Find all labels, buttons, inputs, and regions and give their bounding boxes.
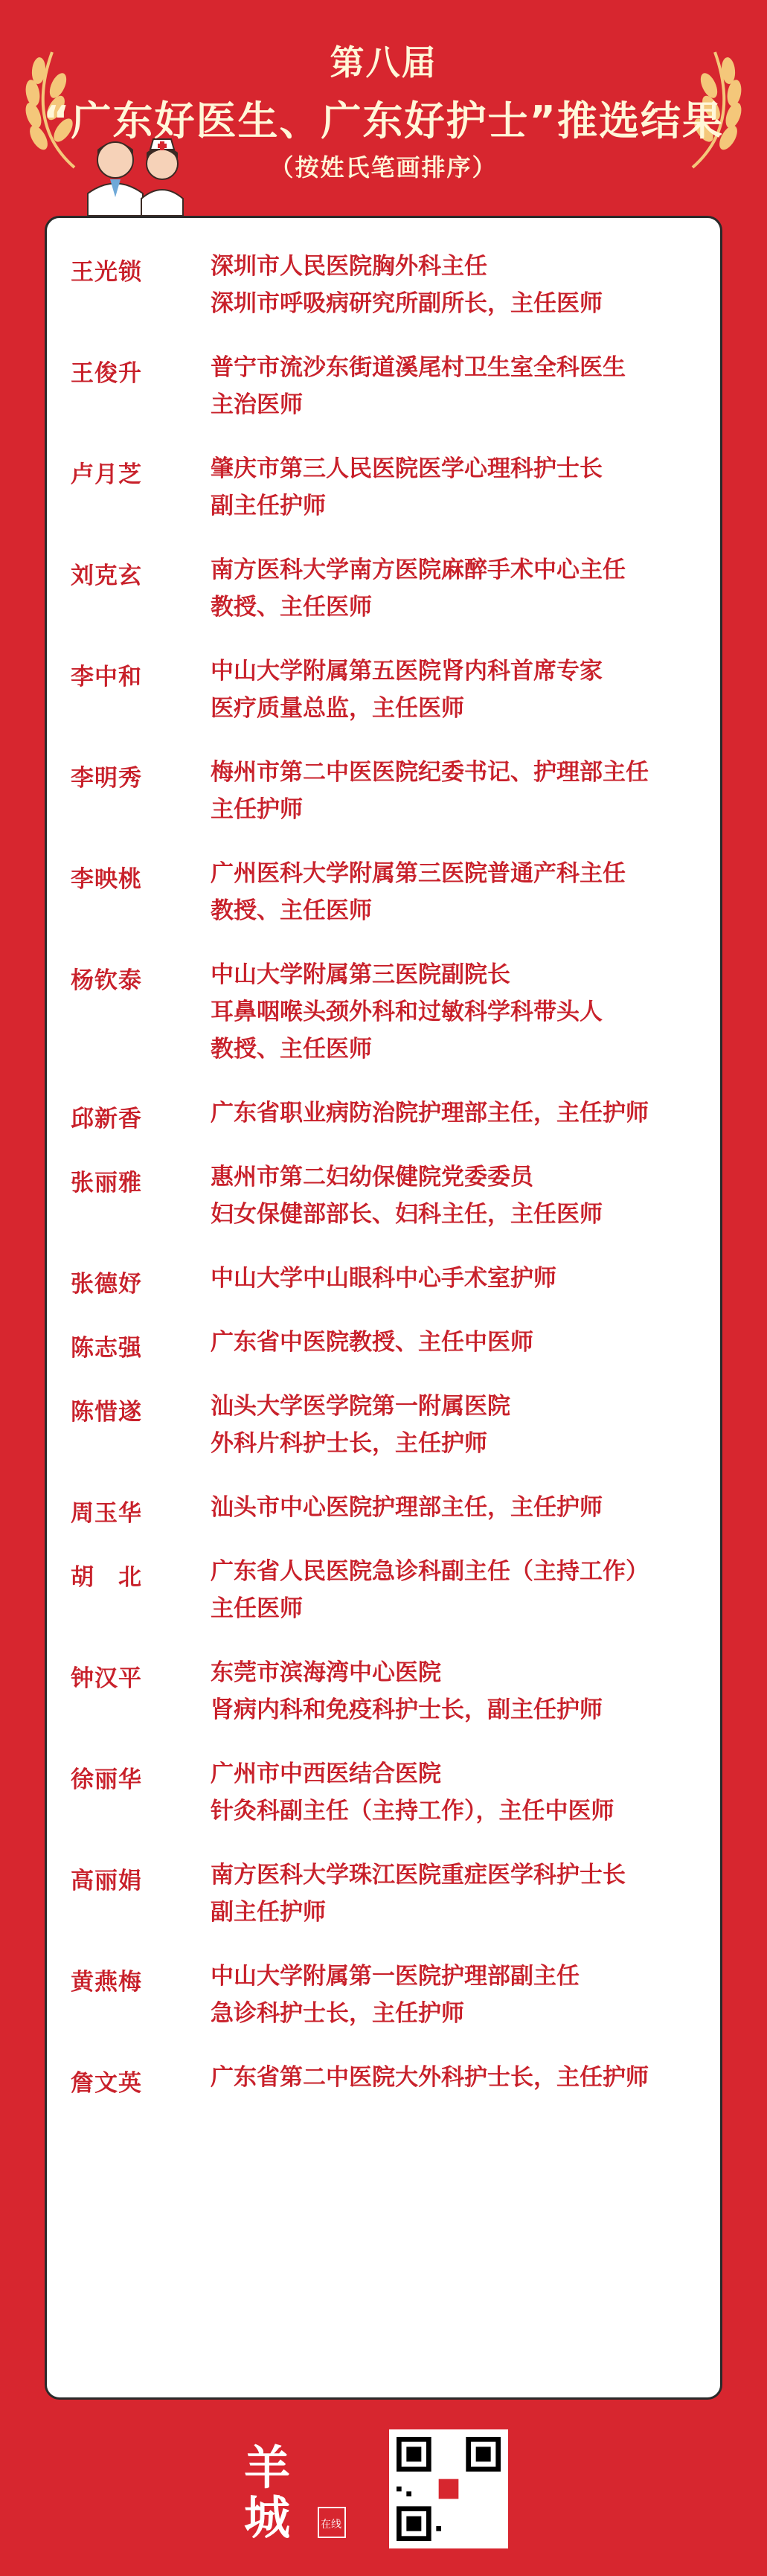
person-name: 王俊升 [71, 360, 142, 387]
title-line: 普宁市流沙东街道溪尾村卫生室全科医生 [211, 354, 626, 381]
title-line: 外科片科护士长，主任护师 [211, 1430, 487, 1457]
title-line: 副主任护师 [211, 493, 326, 519]
title-line: 广州市中西医结合医院 [211, 1760, 441, 1787]
person-name: 陈惜遂 [71, 1399, 142, 1426]
title-line: 耳鼻咽喉头颈外科和过敏科学科带头人 [211, 999, 603, 1025]
person-name: 王光锁 [71, 259, 142, 286]
person-titles [211, 1324, 716, 1361]
person-titles [211, 855, 716, 929]
svg-text:羊: 羊 [244, 2441, 291, 2495]
person-name: 刘克玄 [71, 563, 142, 589]
person-titles [211, 1260, 716, 1297]
person-name: 张德妤 [71, 1271, 142, 1298]
person-name: 陈志强 [71, 1335, 142, 1362]
title-line: 肾病内科和免疫科护士长，副主任护师 [211, 1696, 603, 1723]
title-line: 惠州市第二妇幼保健院党委委员 [211, 1164, 533, 1191]
title-line: 广东省第二中医院大外科护士长，主任护师 [211, 2064, 649, 2091]
person-name: 徐丽华 [71, 1766, 142, 1793]
person-titles [211, 551, 716, 626]
person-name: 邱新香 [71, 1106, 142, 1132]
page-title: “广东好医生、广东好护士”推选结果 [43, 97, 724, 144]
person-name: 高丽娟 [71, 1868, 142, 1894]
title-line: 广州医科大学附属第三医院普通产科主任 [211, 860, 626, 887]
title-line: 副主任护师 [211, 1899, 326, 1926]
person-titles [211, 1856, 716, 1931]
page-footer [0, 2400, 767, 2576]
person-titles [211, 1654, 716, 1728]
logo-sub-text: 在线 [321, 2519, 341, 2531]
title-line: 汕头大学医学院第一附属医院 [211, 1393, 510, 1420]
person-titles [211, 1095, 716, 1132]
person-titles [211, 2059, 716, 2096]
person-titles [211, 1388, 716, 1462]
title-line: 主任医师 [211, 1595, 303, 1622]
title-line: 东莞市滨海湾中心医院 [211, 1659, 441, 1686]
qr-code-icon [397, 2437, 501, 2541]
title-line: 教授、主任医师 [211, 594, 372, 621]
person-name: 周玉华 [71, 1500, 142, 1527]
person-name: 黄燕梅 [71, 1969, 142, 1996]
person-name: 钟汉平 [71, 1665, 142, 1692]
person-titles [211, 754, 716, 828]
title-line: 深圳市呼吸病研究所副所长，主任医师 [211, 290, 603, 317]
person-titles [211, 1159, 716, 1233]
person-titles [211, 1958, 716, 2032]
person-titles [211, 349, 716, 423]
title-line: 汕头市中心医院护理部主任，主任护师 [211, 1494, 603, 1521]
title-line: 深圳市人民医院胸外科主任 [211, 253, 487, 280]
title-line: 中山大学附属第一医院护理部副主任 [211, 1963, 580, 1990]
title-line: 南方医科大学珠江医院重症医学科护士长 [211, 1862, 626, 1888]
title-line: 广东省职业病防治院护理部主任，主任护师 [211, 1100, 649, 1127]
person-name: 李映桃 [71, 866, 142, 893]
title-line: 主任护师 [211, 796, 303, 823]
title-line: 中山大学附属第五医院肾内科首席专家 [211, 658, 603, 685]
person-titles [211, 956, 716, 1068]
title-line: 广东省人民医院急诊科副主任（主持工作） [211, 1558, 649, 1585]
title-line: 教授、主任医师 [211, 897, 372, 924]
title-line: 南方医科大学南方医院麻醉手术中心主任 [211, 557, 626, 583]
person-titles [211, 450, 716, 525]
person-name: 卢月芝 [71, 461, 142, 488]
qr-code [389, 2429, 508, 2548]
person-name: 詹文英 [71, 2070, 142, 2097]
person-name: 胡 北 [71, 1564, 142, 1591]
title-line: 针灸科副主任（主持工作），主任中医师 [211, 1798, 614, 1824]
title-line: 急诊科护士长，主任护师 [211, 2000, 464, 2027]
title-line: 主治医师 [211, 391, 303, 418]
person-titles [211, 1755, 716, 1830]
person-name: 李中和 [71, 664, 142, 691]
page-title-line1: 第八届 [330, 42, 437, 83]
svg-text:城: 城 [244, 2490, 291, 2545]
page-header [0, 0, 767, 216]
person-titles [211, 1553, 716, 1627]
title-line: 中山大学中山眼科中心手术室护师 [211, 1265, 556, 1292]
person-name: 张丽雅 [71, 1170, 142, 1196]
title-line: 教授、主任医师 [211, 1036, 372, 1063]
title-line: 妇女保健部部长、妇科主任，主任医师 [211, 1201, 603, 1228]
title-line: 医疗质量总监，主任医师 [211, 695, 464, 722]
page-subtitle: （按姓氏笔画排序） [269, 153, 498, 182]
person-titles [211, 653, 716, 727]
title-line: 肇庆市第三人民医院医学心理科护士长 [211, 455, 603, 482]
yangcheng-online-logo [238, 2433, 350, 2545]
results-card [45, 216, 722, 2400]
person-titles [211, 248, 716, 322]
title-line: 梅州市第二中医医院纪委书记、护理部主任 [211, 759, 649, 786]
title-line: 中山大学附属第三医院副院长 [211, 961, 510, 988]
person-titles [211, 1489, 716, 1526]
title-line: 广东省中医院教授、主任中医师 [211, 1329, 533, 1356]
person-name: 杨钦泰 [71, 967, 142, 994]
person-name: 李明秀 [71, 765, 142, 792]
